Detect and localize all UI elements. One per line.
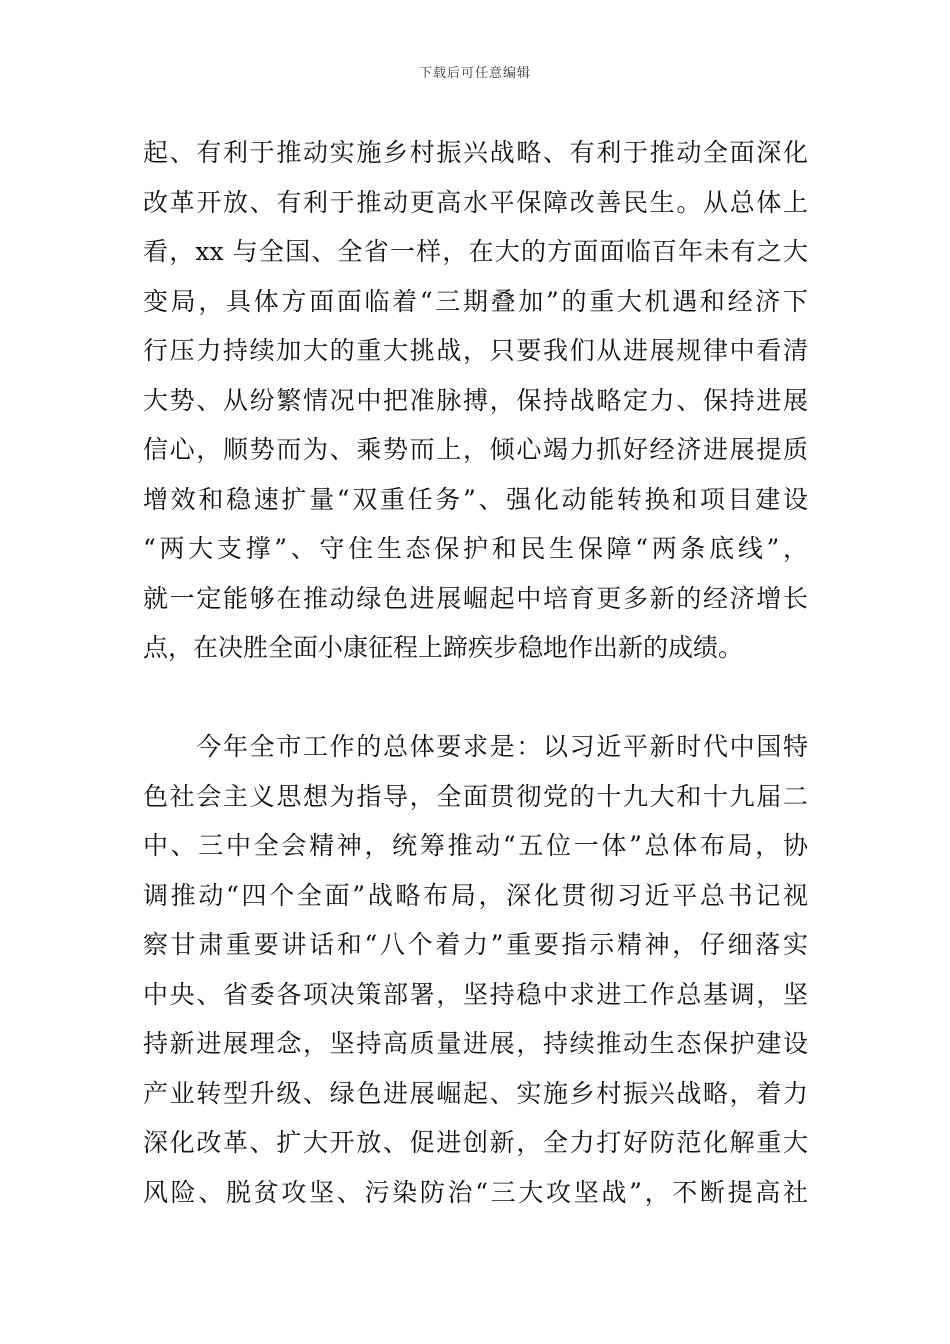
text-line: 看，xx 与全国、全省一样，在大的方面面临百年未有之大 [143,237,808,266]
page-header: 下载后可任意编辑 [418,66,531,81]
text-line: 深化改革、扩大开放、促进创新，全力打好防范化解重大 [143,1128,808,1157]
text-line: “两大支撑”、守住生态保护和民生保障“两条底线”， [143,534,808,563]
text-line: 察甘肃重要讲话和“八个着力”重要指示精神，仔细落实 [143,930,808,959]
text-line: 起、有利于推动实施乡村振兴战略、有利于推动全面深化 [143,138,808,167]
text-line: 产业转型升级、绿色进展崛起、实施乡村振兴战略，着力 [143,1078,808,1108]
text-line: 变局，具体方面面临着“三期叠加”的重大机遇和经济下 [143,286,808,316]
text-line: 就一定能够在推动绿色进展崛起中培育更多新的经济增长 [143,583,808,613]
text-line: 中央、省委各项决策部署，坚持稳中求进工作总基调，坚 [143,979,808,1009]
paragraph-2 [143,722,808,1217]
text-line: 今年全市工作的总体要求是：以习近平新时代中国特 [143,732,808,761]
text-line: 行压力持续加大的重大挑战，只要我们从进展规律中看清 [143,336,808,365]
text-line: 中、三中全会精神，统筹推动“五位一体”总体布局，协 [143,831,808,860]
text-line: 风险、脱贫攻坚、污染防治“三大攻坚战”，不断提高社 [143,1177,808,1207]
text-line: 信心，顺势而为、乘势而上，倾心竭力抓好经济进展提质 [143,435,808,464]
text-line: 色社会主义思想为指导，全面贯彻党的十九大和十九届二 [143,781,808,811]
text-line: 大势、从纷繁情况中把准脉搏，保持战略定力、保持进展 [143,385,808,415]
text-line: 调推动“四个全面”战略布局，深化贯彻习近平总书记视 [143,880,808,910]
text-line: 持新进展理念，坚持高质量进展，持续推动生态保护建设 [143,1029,808,1058]
text-line: 点，在决胜全面小康征程上蹄疾步稳地作出新的成绩。 [143,633,744,662]
text-line: 改革开放、有利于推动更高水平保障改善民生。从总体上 [143,187,808,217]
text-line: 增效和稳速扩量“双重任务”、强化动能转换和项目建设 [143,484,808,514]
paragraph-1 [143,128,808,673]
